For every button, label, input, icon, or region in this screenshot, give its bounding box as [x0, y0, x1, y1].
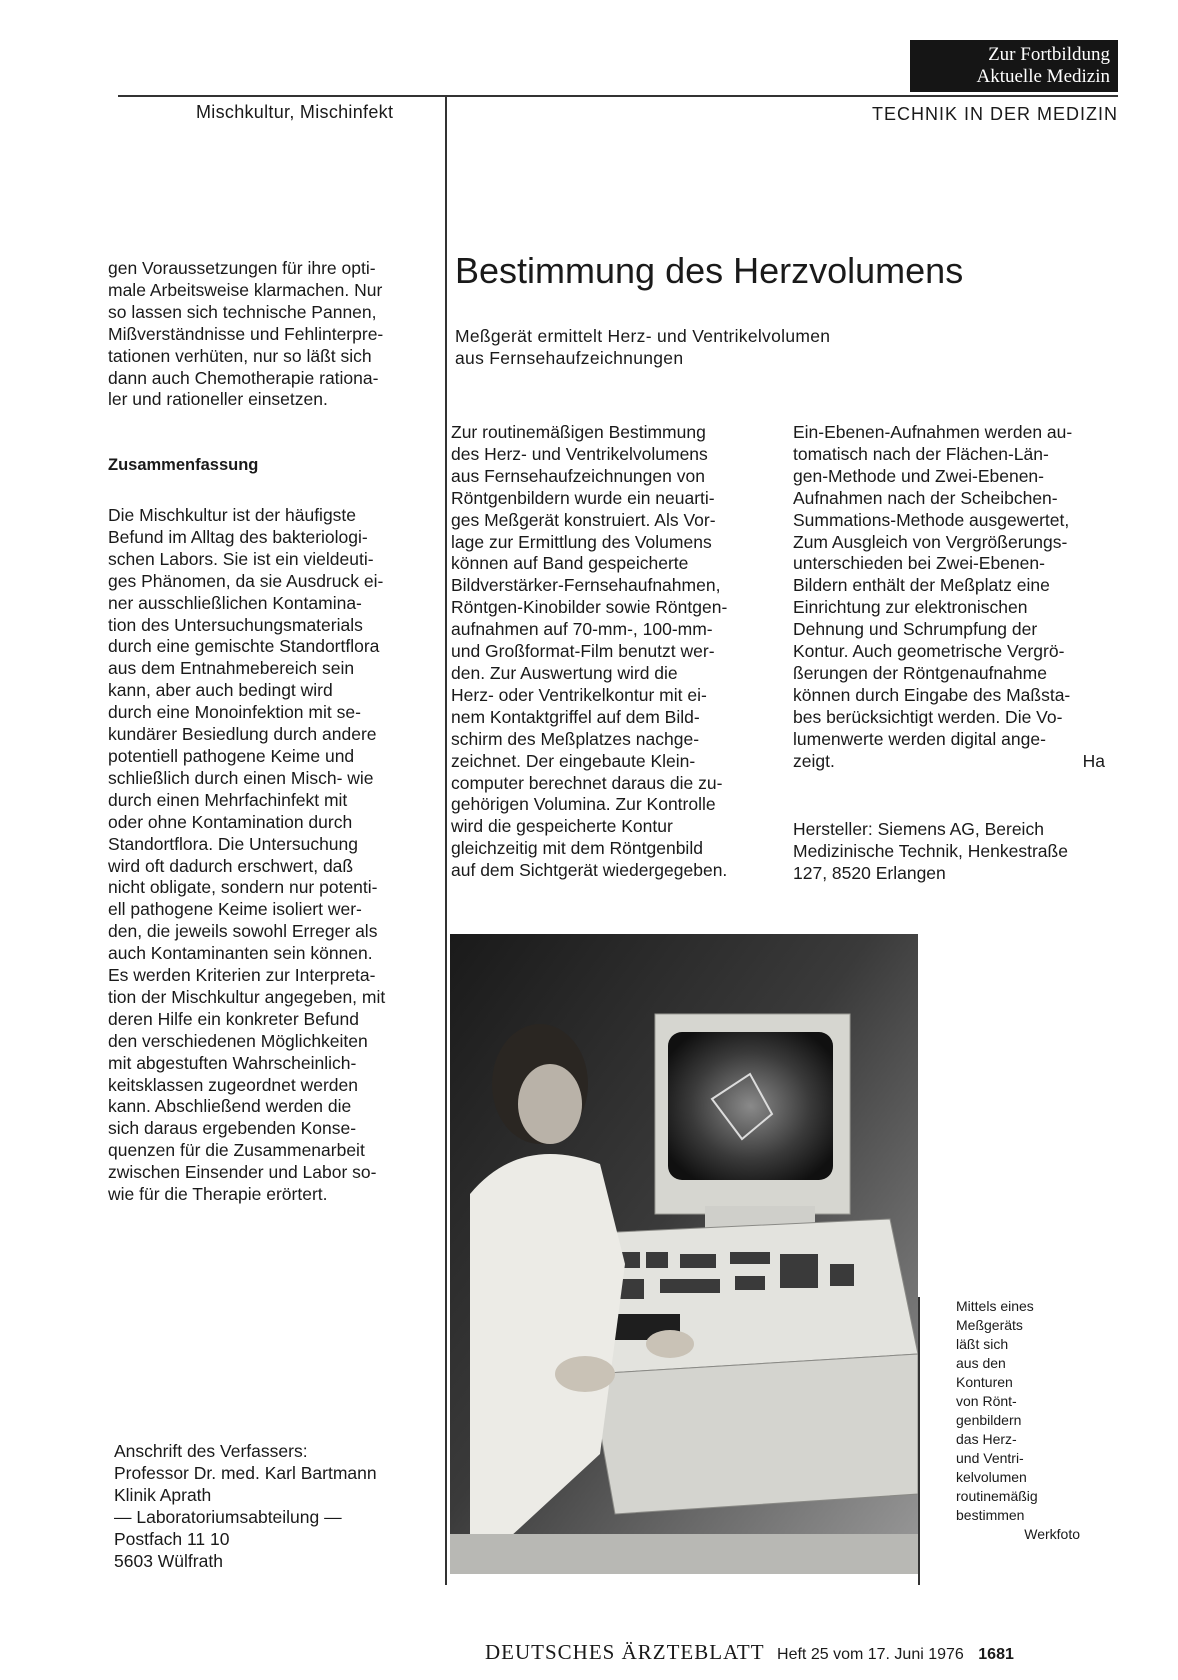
text-line: Es werden Kriterien zur Interpreta- [108, 965, 376, 986]
text-line: dann auch Chemotherapie rationa- [108, 367, 379, 388]
text-line: wie für die Therapie erörtert. [108, 1184, 328, 1205]
article-column-1 [451, 422, 769, 882]
caption-line: läßt sich [956, 1336, 1009, 1352]
address-line: 5603 Wülfrath [114, 1551, 223, 1571]
subtitle-line: aus Fernsehaufzeichnungen [455, 348, 684, 368]
article-subtitle [455, 325, 830, 369]
caption-line: Mittels eines [956, 1298, 1034, 1314]
text-line: Die Mischkultur ist der häufigste [108, 505, 357, 525]
text-line: Einrichtung zur elektronischen [793, 597, 1028, 618]
article-title: Bestimmung des Herzvolumens [455, 250, 964, 291]
section-badge [910, 40, 1118, 92]
text-line: Zum Ausgleich von Vergrößerungs- [793, 531, 1068, 552]
text-line: ell pathogene Keime isoliert wer- [108, 899, 362, 920]
text-line: Mißverständnisse und Fehlinterpre- [108, 323, 384, 344]
text-line: ler und rationeller einsetzen. [108, 389, 328, 410]
text-line: tationen verhüten, nur so läßt sich [108, 345, 372, 366]
text-line: den verschiedenen Möglichkeiten [108, 1030, 368, 1051]
text-line: computer berechnet daraus die zu- [451, 772, 723, 793]
address-line: Klinik Aprath [114, 1485, 212, 1505]
text-line: zeichnet. Der eingebaute Klein- [451, 750, 696, 771]
text-line: mit abgestuften Wahrscheinlich- [108, 1052, 357, 1073]
magazine-name: DEUTSCHES ÄRZTEBLATT [485, 1640, 765, 1664]
text-line: lumenwerte werden digital ange- [793, 728, 1046, 749]
text-line: gleichzeitig mit dem Röntgenbild [451, 838, 703, 859]
text-line: durch eine gemischte Standortflora [108, 636, 380, 657]
text-line: keitsklassen zugeordnet werden [108, 1074, 359, 1095]
text-line: schen Labors. Sie ist ein vieldeuti- [108, 548, 374, 569]
address-line: Anschrift des Verfassers: [114, 1441, 308, 1461]
text-line: kundärer Besiedlung durch andere [108, 724, 377, 745]
text-line: Herz- oder Ventrikelkontur mit ei- [451, 684, 707, 705]
text-line: wird oft dadurch erschwert, daß [108, 855, 354, 876]
summary-heading: Zusammenfassung [108, 456, 259, 474]
caption-line: das Herz- [956, 1431, 1017, 1447]
text-line: aus Fernsehaufzeichnungen von [451, 465, 705, 486]
text-line: den. Zur Auswertung wird die [451, 662, 678, 683]
text-line: aufnahmen auf 70-mm-, 100-mm- [451, 619, 713, 640]
address-line: Postfach 11 10 [114, 1529, 230, 1549]
caption-line: von Rönt- [956, 1393, 1017, 1409]
text-line: Röntgenbildern wurde ein neuarti- [451, 487, 715, 508]
caption-line: und Ventri- [956, 1450, 1024, 1466]
text-line: des Herz- und Ventrikelvolumens [451, 443, 708, 464]
text-line: schließlich durch einen Misch- wie [108, 767, 374, 788]
photo-credit: Werkfoto [1024, 1526, 1080, 1542]
text-line: tion der Mischkultur angegeben, mit [108, 986, 386, 1007]
caption-line: Meßgeräts [956, 1317, 1023, 1333]
text-line: und Großformat-Film benutzt wer- [451, 641, 715, 662]
text-line: Hersteller: Siemens AG, Bereich [793, 819, 1044, 839]
text-line: aus dem Entnahmebereich sein [108, 658, 355, 679]
text-line: Aufnahmen nach der Scheibchen- [793, 487, 1058, 508]
address-line: — Laboratoriumsabteilung — [114, 1507, 342, 1527]
photo-caption [956, 1297, 1106, 1544]
text-line: lage zur Ermittlung des Volumens [451, 531, 712, 552]
text-line: deren Hilfe ein konkreter Befund [108, 1008, 359, 1029]
text-line: potentiell pathogene Keime und [108, 745, 355, 766]
address-line: Professor Dr. med. Karl Bartmann [114, 1463, 377, 1483]
manufacturer-info [793, 818, 1068, 884]
text-line: können auf Band gespeicherte [451, 553, 689, 574]
page-footer [485, 1640, 1014, 1665]
text-line: sich daraus ergebenden Konse- [108, 1118, 357, 1139]
text-line: Ein-Ebenen-Aufnahmen werden au- [793, 422, 1073, 442]
text-line: wird die gespeicherte Kontur [451, 816, 673, 837]
text-line: quenzen für die Zusammenarbeit [108, 1140, 365, 1161]
text-line: zeigt. [793, 750, 835, 771]
text-line: Bildern enthält der Meßplatz eine [793, 575, 1050, 596]
text-line: so lassen sich technische Pannen, [108, 301, 377, 322]
text-line: Röntgen-Kinobilder sowie Röntgen- [451, 597, 728, 618]
text-line: ner ausschließlichen Kontamina- [108, 592, 362, 613]
text-line: durch eine Monoinfektion mit se- [108, 702, 361, 723]
left-running-head: Mischkultur, Mischinfekt [196, 102, 394, 122]
text-line: male Arbeitsweise klarmachen. Nur [108, 279, 383, 300]
caption-divider [918, 1297, 920, 1585]
caption-line: genbildern [956, 1412, 1022, 1428]
badge-line-1: Zur Fortbildung [988, 44, 1110, 65]
text-line: durch einen Mehrfachinfekt mit [108, 789, 348, 810]
text-line: Bildverstärker-Fernsehaufnahmen, [451, 575, 721, 596]
author-address [114, 1440, 377, 1572]
text-line: bes berücksichtigt werden. Die Vo- [793, 706, 1063, 727]
text-line: gen Voraussetzungen für ihre opti- [108, 258, 376, 278]
text-line: Medizinische Technik, Henkestraße [793, 841, 1068, 861]
text-line: Befund im Alltag des bakteriologi- [108, 526, 368, 547]
text-line: Standortflora. Die Untersuchung [108, 833, 358, 854]
summary-paragraph [108, 505, 438, 1206]
text-line-last [793, 751, 1113, 773]
text-line: Zur routinemäßigen Bestimmung [451, 422, 706, 442]
article-column-2 [793, 422, 1113, 773]
text-line: ges Phänomen, da sie Ausdruck ei- [108, 570, 384, 591]
text-line: oder ohne Kontamination durch [108, 811, 353, 832]
text-line: nem Kontaktgriffel auf dem Bild- [451, 706, 700, 727]
text-line: schirm des Meßplatzes nachge- [451, 728, 700, 749]
header-rule [118, 95, 1118, 97]
text-line: kann. Abschließend werden die [108, 1096, 352, 1117]
right-running-head: TECHNIK IN DER MEDIZIN [871, 104, 1118, 124]
caption-line: kelvolumen [956, 1469, 1027, 1485]
text-line: auch Kontaminanten sein können. [108, 943, 373, 964]
text-line: nicht obligate, sondern nur potenti- [108, 877, 378, 898]
caption-line: aus den [956, 1355, 1006, 1371]
text-line: Dehnung und Schrumpfung der [793, 619, 1038, 640]
text-line: auf dem Sichtgerät wiedergegeben. [451, 860, 728, 881]
text-line: gehörigen Volumina. Zur Kontrolle [451, 794, 716, 815]
caption-line: bestimmen [956, 1507, 1025, 1523]
badge-line-2: Aktuelle Medizin [976, 66, 1110, 87]
page-number: 1681 [978, 1646, 1014, 1663]
column-divider [445, 95, 447, 1585]
text-line: ßerungen der Röntgenaufnahme [793, 662, 1047, 683]
text-line: tomatisch nach der Flächen-Län- [793, 443, 1049, 464]
text-line: ges Meßgerät konstruiert. Als Vor- [451, 509, 716, 530]
text-line: Summations-Methode ausgewertet, [793, 509, 1070, 530]
caption-line: routinemäßig [956, 1488, 1038, 1504]
author-sign: Ha [1082, 750, 1105, 771]
subtitle-line: Meßgerät ermittelt Herz- und Ventrikelvolumen [455, 326, 831, 346]
text-line: tion des Untersuchungsmaterials [108, 614, 363, 635]
text-line: Kontur. Auch geometrische Vergrö- [793, 641, 1065, 662]
text-line: unterschieden bei Zwei-Ebenen- [793, 553, 1045, 574]
text-line: zwischen Einsender und Labor so- [108, 1162, 377, 1183]
text-line: kann, aber auch bedingt wird [108, 680, 333, 701]
photo-heart-volume-device [450, 934, 918, 1574]
intro-paragraph [108, 258, 438, 411]
text-line: können durch Eingabe des Maßsta- [793, 684, 1071, 705]
text-line: 127, 8520 Erlangen [793, 863, 946, 883]
text-line: gen-Methode und Zwei-Ebenen- [793, 465, 1044, 486]
text-line: den, die jeweils sowohl Erreger als [108, 921, 378, 942]
issue-info: Heft 25 vom 17. Juni 1976 [777, 1646, 964, 1663]
caption-line: Konturen [956, 1374, 1013, 1390]
